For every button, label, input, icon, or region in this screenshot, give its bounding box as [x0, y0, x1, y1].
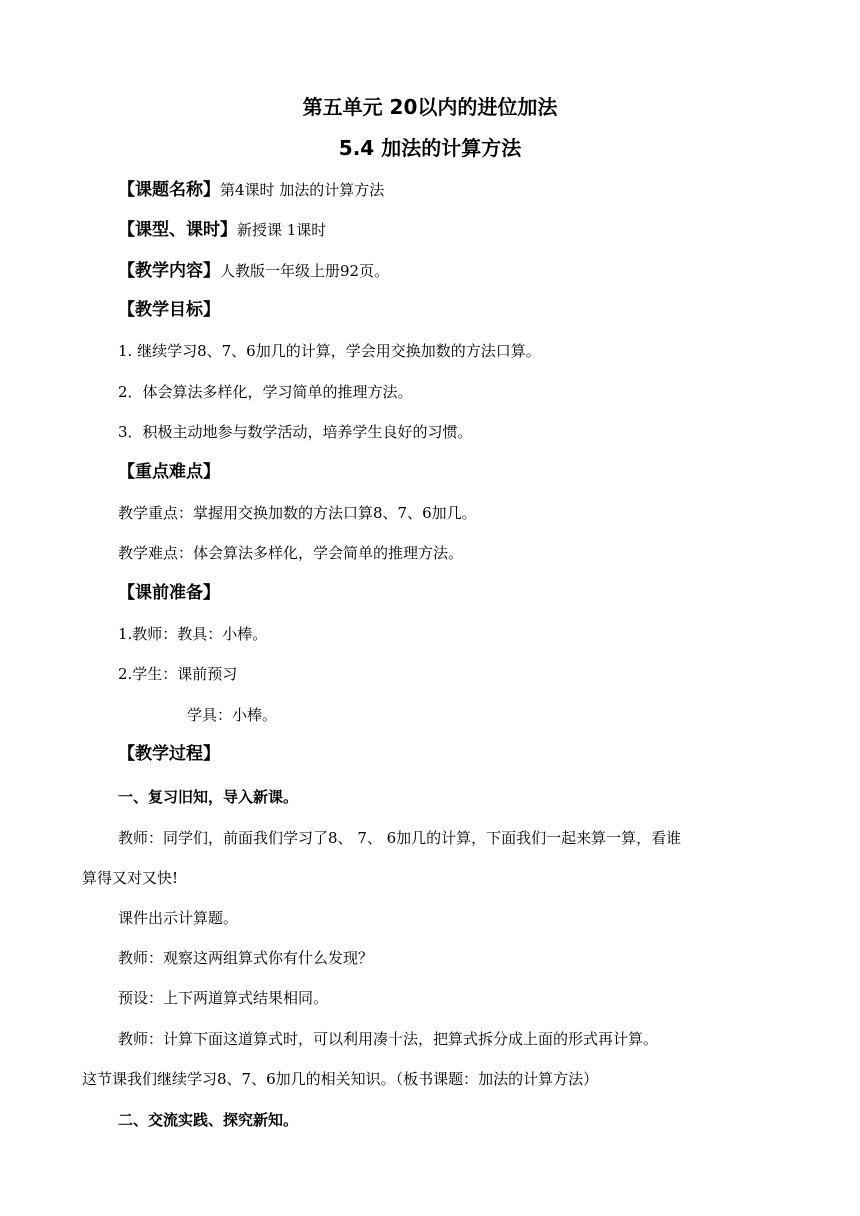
- paragraph-3: 教师：观察这两组算式你有什么发现？: [118, 949, 374, 967]
- paragraph-4: 预设：上下两道算式结果相同。: [118, 989, 329, 1007]
- lesson-type-row: [118, 220, 326, 240]
- key-points-heading: 【重点难点】: [118, 462, 220, 482]
- content-row: [118, 261, 389, 281]
- lesson-name-label: 【课题名称】: [118, 180, 220, 200]
- lesson-name-value: 第4课时 加法的计算方法: [220, 181, 385, 199]
- paragraph-1-line-2: 算得又对又快!: [82, 869, 179, 887]
- goal-item-2: 2．体会算法多样化，学习简单的推理方法。: [118, 383, 413, 401]
- goal-item-3: 3．积极主动地参与数学活动，培养学生良好的习惯。: [118, 423, 473, 441]
- process-heading: 【教学过程】: [118, 744, 220, 764]
- section-two-heading: 二、交流实践、探究新知。: [118, 1111, 299, 1129]
- key-point-text: 教学重点：掌握用交换加数的方法口算8、7、6加几。: [118, 504, 477, 522]
- content-label: 【教学内容】: [118, 261, 220, 281]
- paragraph-5-line-1: 教师：计算下面这道算式时，可以利用凑十法，把算式拆分成上面的形式再计算。: [118, 1030, 659, 1048]
- paragraph-1-line-1: 教师：同学们，前面我们学习了8、 7、 6加几的计算，下面我们一起来算一算，看谁: [118, 829, 682, 847]
- prep-student-tools: 学具：小棒。: [187, 706, 278, 724]
- paragraph-2: 课件出示计算题。: [118, 909, 239, 927]
- prep-teacher: 1.教师：教具：小棒。: [118, 625, 268, 643]
- goals-heading: 【教学目标】: [118, 300, 220, 320]
- document-title: 第五单元 20以内的进位加法: [302, 95, 558, 119]
- goal-item-1: 1. 继续学习8、7、6加几的计算，学会用交换加数的方法口算。: [118, 342, 541, 360]
- document-subtitle: 5.4 加法的计算方法: [338, 136, 522, 160]
- lesson-name-row: [118, 180, 384, 200]
- section-one-heading: 一、复习旧知，导入新课。: [118, 788, 299, 806]
- paragraph-5-line-2: 这节课我们继续学习8、7、6加几的相关知识。（板书课题：加法的计算方法）: [82, 1070, 599, 1088]
- lesson-type-label: 【课型、课时】: [118, 220, 237, 240]
- lesson-type-value: 新授课 1课时: [237, 221, 327, 239]
- content-value: 人教版一年级上册92页。: [220, 262, 390, 280]
- difficult-point-text: 教学难点：体会算法多样化，学会简单的推理方法。: [118, 544, 464, 562]
- preparation-heading: 【课前准备】: [118, 583, 220, 603]
- prep-student: 2.学生：课前预习: [118, 665, 238, 683]
